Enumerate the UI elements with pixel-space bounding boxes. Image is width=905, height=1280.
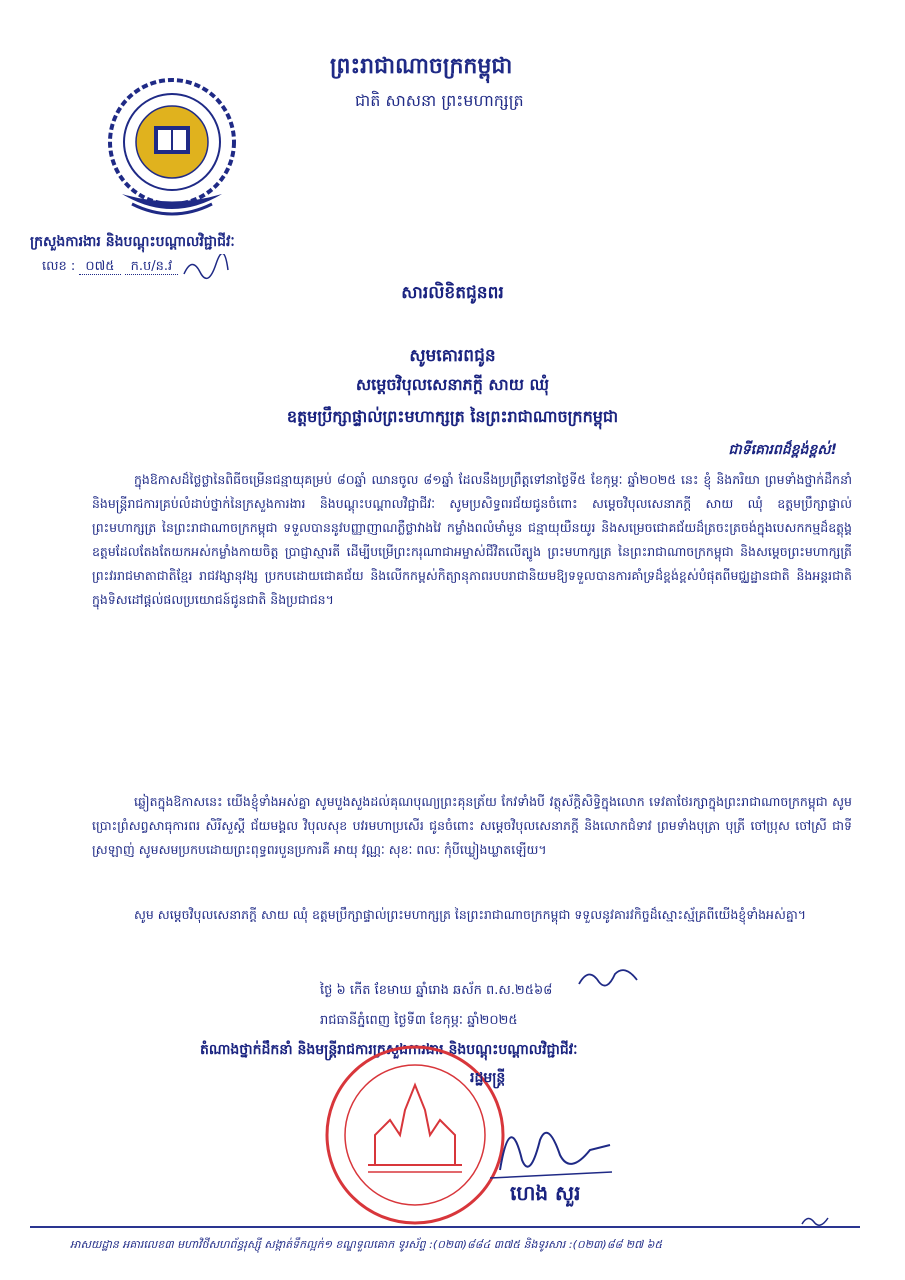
body-paragraph-2: ឆ្លៀតក្នុងឱកាសនេះ យើងខ្ញុំទាំងអស់គ្នា សូមបួងសួងដល់គុណបុណ្យព្រះគុនត្រ័យ កែវទាំងបី វត្ថុស័ក្តិសិទ្ធិក្នុងលោក ទេវតាថែរក្សាក្នុងព្រះរាជាណាចក្រកម្ពុជា សូមប្រោះព្រំសព្វសាធុការពរ សិរីសួស្តី ជ័យមង្គល វិបុលសុខ បវរមហាប្រសើរ ជូនចំពោះ សម្តេចវិបុលសេនាភក្តី និងលោកជំទាវ ព្រមទាំងបុត្រា បុត្រី ចៅប្រុស ចៅស្រី ជាទីស្រឡាញ់ សូមសមប្រកបដោយព្រះពុទ្ធពរបួនប្រការគឺ អាយុ វណ្ណៈ សុខៈ ពលៈ កុំបីឃ្លៀងឃ្លាតឡើយ។ — [92, 794, 852, 857]
signer-title: តំណាងថ្នាក់ដឹកនាំ និងមន្ត្រីរាជការក្រសួងការងារ និងបណ្តុះបណ្តាលវិជ្ជាជីវៈ — [200, 1042, 578, 1058]
body-paragraph-1: ក្នុងឱកាសដ៏ថ្លៃថ្លានៃពិធីចម្រើនជន្មាយុគម្រប់ ៨០ឆ្នាំ ឈានចូល ៨១ឆ្នាំ ដែលនឹងប្រព្រឹត្តទៅនាថ្ងៃទី៥ ខែកុម្ភៈ ឆ្នាំ២០២៥ នេះ ខ្ញុំ និងភរិយា ព្រមទាំងថ្នាក់ដឹកនាំ និងមន្ត្រីរាជការគ្រប់លំដាប់ថ្នាក់នៃក្រសួងការងារ និងបណ្តុះបណ្តាលវិជ្ជាជីវៈ សូមប្រសិទ្ធពរជ័យជូនចំពោះ សម្តេចវិបុលសេនាភក្តី សាយ ឈុំ ឧត្តមប្រឹក្សាផ្ទាល់ព្រះមហាក្សត្រ នៃព្រះរាជាណាចក្រកម្ពុជា ទទួលបាននូវបញ្ញាញាណភ្លឺថ្លាវាងវៃ កម្លាំងពលំមាំមួន ជន្មាយុយឺនយូរ និងសម្រេចជោគជ័យដ៏ត្រចះត្រចង់ក្នុងបេសកកម្មដ៏ឧត្តុង្គឧត្តមដែលតែងតែយកអស់កម្លាំងកាយចិត្ត ប្រាជ្ញាស្មារតី ដើម្បីបម្រើព្រះករុណាជាអម្ចាស់ជីវិតលើត្បូង ព្រះមហាក្សត្រ នៃព្រះរាជាណាចក្រកម្ពុជា និងសម្តេចព្រះមហាក្សត្រី ព្រះវររាជមាតាជាតិខ្មែរ រាជវង្សានុវង្ស ប្រកបដោយជោគជ័យ និងលើកកម្ពស់កិត្យានុភាពរបបរាជានិយមឱ្យទទួលបានការគាំទ្រដ៏ខ្ពង់ខ្ពស់បំផុតពីមជ្ឈដ្ឋានជាតិ និងអន្តរជាតិ ក្នុងទិសដៅផ្តល់ផលប្រយោជន៍ជូនជាតិ និងប្រជាជន។ — [92, 472, 852, 607]
minister-label: រដ្ឋមន្ត្រី — [470, 1070, 506, 1086]
handwritten-signature — [480, 1100, 620, 1190]
reference-value: ០៧៥ — [79, 259, 120, 275]
addressee-title: ឧត្តមប្រឹក្សាផ្ទាល់ព្រះមហាក្សត្រ នៃព្រះរាជាណាចក្រកម្ពុជា — [286, 407, 619, 426]
respect-phrase: ជាទីគោរពដ៏ខ្ពង់ខ្ពស់! — [728, 442, 837, 458]
addressee-name: សម្តេចវិបុលសេនាភក្តី សាយ ឈុំ — [355, 375, 550, 394]
solar-date: រាជធានីភ្នំពេញ ថ្ងៃទី៣ ខែកុម្ភៈ ឆ្នាំ២០២៥ — [320, 1013, 518, 1028]
closing-scribble — [575, 962, 645, 992]
reference-suffix: ក.ប/ន.វ — [125, 259, 179, 275]
signer-name: ហេង សួរ — [510, 1181, 581, 1205]
reference-number — [42, 258, 178, 277]
reference-label: លេខ : — [42, 259, 76, 274]
letter-subject: សារលិខិតជូនពរ — [401, 283, 504, 303]
ministry-logo — [102, 74, 242, 229]
lunar-date: ថ្ងៃ ៦ កើត ខែមាឃ ឆ្នាំរោង ឆស័ក ព.ស.២៥៦៨ — [320, 983, 553, 998]
ministry-name: ក្រសួងការងារ និងបណ្តុះបណ្តាលវិជ្ជាជីវៈ — [30, 234, 235, 250]
greeting: សូមគោរពជូន — [409, 346, 496, 366]
footer-address: អាសយដ្ឋាន អគារលេខ៣ មហាវិថីសហព័ន្ធរុស្ស៊ី សង្កាត់ទឹកល្អក់១ ខណ្ឌទួលគោក ទូរស័ព្ទ :(០២៣)៨៨៤ ៣៧៥ និងទូរសារ :(០២៣)៨៨ ២៧ ៦៥ — [70, 1238, 663, 1251]
kingdom-title: ព្រះរាជាណាចក្រកម្ពុជា — [330, 54, 513, 79]
body-paragraph-3: សូម សម្តេចវិបុលសេនាភក្តី សាយ ឈុំ ឧត្តមប្រឹក្សាផ្ទាល់ព្រះមហាក្សត្រ នៃព្រះរាជាណាចក្រកម្ពុជា ទទួលនូវគារវកិច្ចដ៏ស្មោះស្ម័គ្រពីយើងខ្ញុំទាំងអស់គ្នា។ — [134, 907, 807, 922]
reference-initial-scribble — [180, 254, 230, 280]
footer-divider — [30, 1226, 860, 1228]
national-motto: ជាតិ សាសនា ព្រះមហាក្សត្រ — [355, 91, 524, 110]
